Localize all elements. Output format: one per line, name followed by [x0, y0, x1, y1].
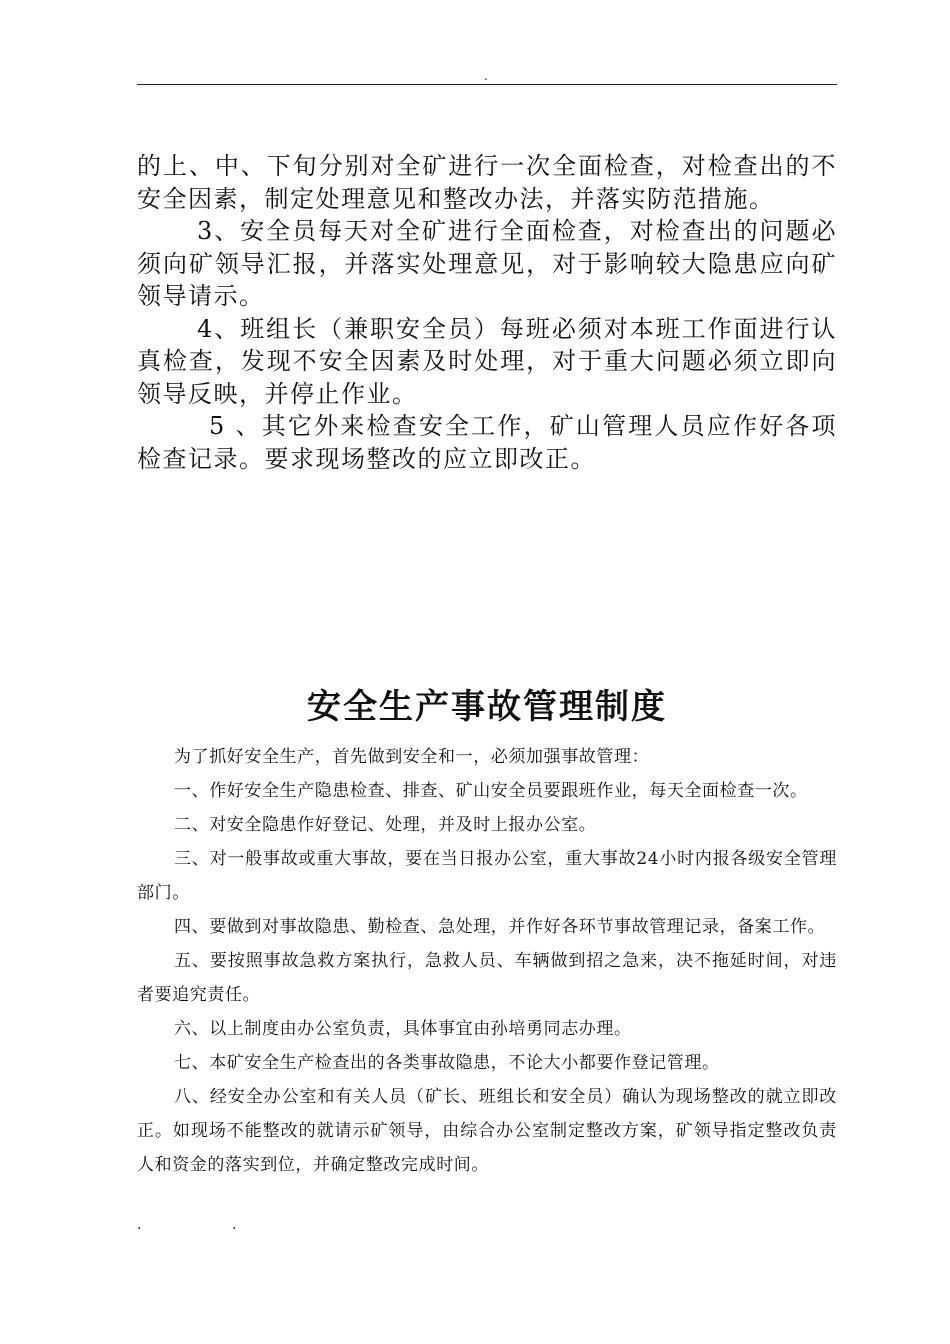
paragraph-item-4: 4、班组长（兼职安全员）每班必须对本班工作面进行认真检查，发现不安全因素及时处理，对于重大问题必须立即向领导反映，并停止作业。	[137, 314, 837, 408]
regulation-item-7: 七、本矿安全生产检查出的各类事故隐患，不论大小都要作登记管理。	[174, 1053, 720, 1073]
paragraph-item-3: 3、安全员每天对全矿进行全面检查，对检查出的问题必须向矿领导汇报，并落实处理意见，对于影响较大隐患应向矿领导请示。	[137, 217, 837, 310]
regulation-item-6: 六、以上制度由办公室负责，具体事宜由孙培勇同志办理。	[174, 1019, 632, 1039]
regulation-item-8: 八、经安全办公室和有关人员（矿长、班组长和安全员）确认为现场整改的就立即改正。如现场不能整改的就请示矿领导，由综合办公室制定整改方案，矿领导指定整改负责人和资金的落实到位，并确定整改完成时间。	[137, 1087, 837, 1175]
header-dot: .	[484, 69, 488, 83]
paragraph-item-5: 5 、其它外来检查安全工作，矿山管理人员应作好各项检查记录。要求现场整改的应立即改正。	[137, 412, 837, 473]
regulation-item-3: 三、对一般事故或重大事故，要在当日报办公室，重大事故24小时内报各级安全管理部门。	[137, 849, 837, 903]
page-title: 安全生产事故管理制度	[307, 687, 667, 727]
regulation-item-1: 一、作好安全生产隐患检查、排查、矿山安全员要跟班作业，每天全面检查一次。	[174, 781, 808, 801]
continued-section	[137, 150, 837, 475]
regulation-item-4: 四、要做到对事故隐患、勤检查、急处理，并作好各环节事故管理记录，备案工作。	[174, 917, 826, 937]
regulation-item-5: 五、要按照事故急救方案执行，急救人员、车辆做到招之急来，决不拖延时间，对违者要追究责任。	[137, 951, 837, 1005]
regulation-intro: 为了抓好安全生产，首先做到安全和一，必须加强事故管理：	[174, 747, 650, 767]
footer-dot-right: .	[232, 1217, 237, 1233]
regulation-item-2: 二、对安全隐患作好登记、处理，并及时上报办公室。	[174, 815, 597, 835]
paragraph-continued: 的上、中、下旬分别对全矿进行一次全面检查，对检查出的不安全因素，制定处理意见和整改办法，并落实防范措施。	[137, 152, 837, 213]
footer-dot-left: .	[137, 1217, 142, 1233]
header-rule	[137, 84, 837, 85]
regulation-section	[137, 740, 837, 1182]
